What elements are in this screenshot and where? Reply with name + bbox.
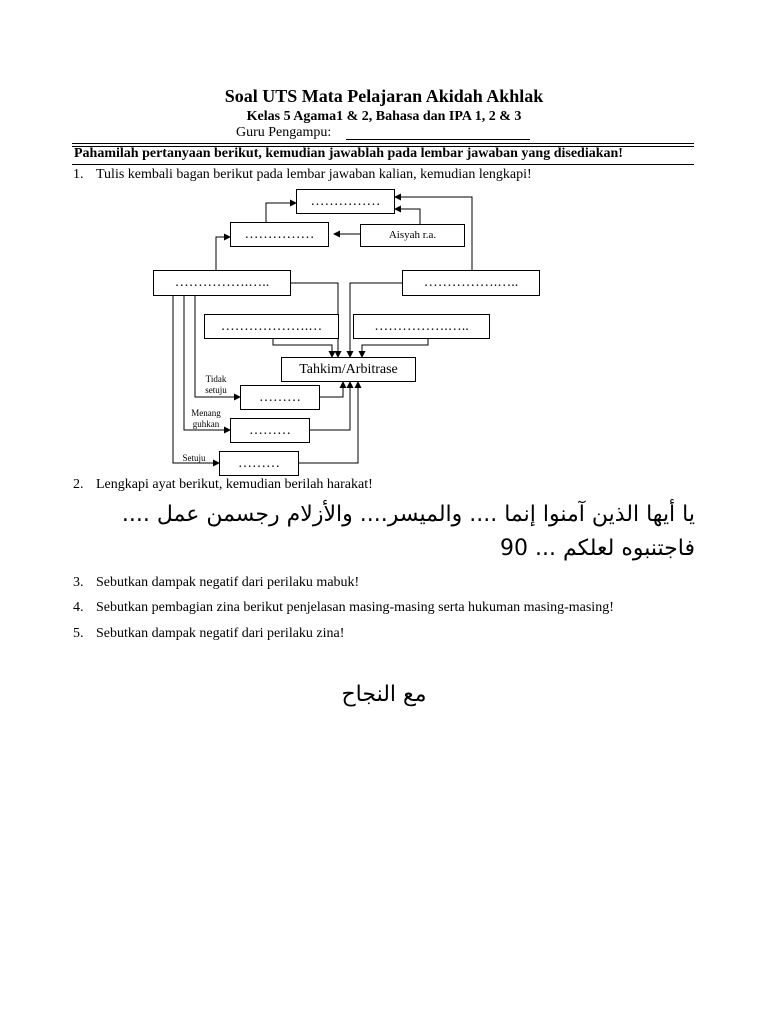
diagram-result-box-3: ……… [219,451,299,476]
guru-blank-line [346,139,530,140]
question-4-text: Sebutkan pembagian zina berikut penjelasan masing-masing serta hukuman masing-masing! [96,600,614,615]
diagram-left-party-box: …………….….. [153,270,291,296]
instruction-divider [72,164,694,165]
label-menang-guhkan: Menang guhkan [191,408,221,429]
label-tidak-setuju: Tidak setuju [205,374,227,395]
diagram-arbiter-right-box: …………….….. [353,314,490,339]
label-setuju: Setuju [182,453,206,463]
diagram-aisyah-box: Aisyah r.a. [360,224,465,247]
closing-text: مع النجاح [341,682,427,707]
question-2-number: 2. [73,477,84,492]
question-3-text: Sebutkan dampak negatif dari perilaku mabuk! [96,575,360,590]
question-5-number: 5. [73,626,84,641]
question-2-text: Lengkapi ayat berikut, kemudian berilah harakat! [96,477,373,492]
page-title: Soal UTS Mata Pelajaran Akidah Akhlak [224,86,544,106]
guru-label: Guru Pengampu: [236,125,332,140]
diagram-result-box-2: ……… [230,418,310,443]
diagram-arbiter-left-box: ……………….… [204,314,339,339]
question-5-text: Sebutkan dampak negatif dari perilaku zina! [96,626,345,641]
diagram-tahkim-box: Tahkim/Arbitrase [281,357,416,382]
instruction-text: Pahamilah pertanyaan berikut, kemudian jawablah pada lembar jawaban yang disediakan! [74,146,623,161]
page-subtitle: Kelas 5 Agama1 & 2, Bahasa dan IPA 1, 2 & 3 [246,109,522,124]
question-3-number: 3. [73,575,84,590]
diagram-top-box: …………… [296,189,395,214]
question-4-number: 4. [73,600,84,615]
arabic-verse-line-2: فاجتنبوه لعلكم ... 90 [500,536,695,561]
diagram-left-mid-box: …………… [230,222,329,247]
diagram-right-party-box: …………….….. [402,270,540,296]
arabic-verse-line-1: يا أيها الذين آمنوا إنما .... والميسر.... والأزلام رجسمن عمل .... [121,502,695,527]
question-1-text: Tulis kembali bagan berikut pada lembar jawaban kalian, kemudian lengkapi! [96,167,532,182]
question-1-number: 1. [73,167,84,182]
diagram-result-box-1: ……… [240,385,320,410]
header-divider-top [72,143,694,144]
